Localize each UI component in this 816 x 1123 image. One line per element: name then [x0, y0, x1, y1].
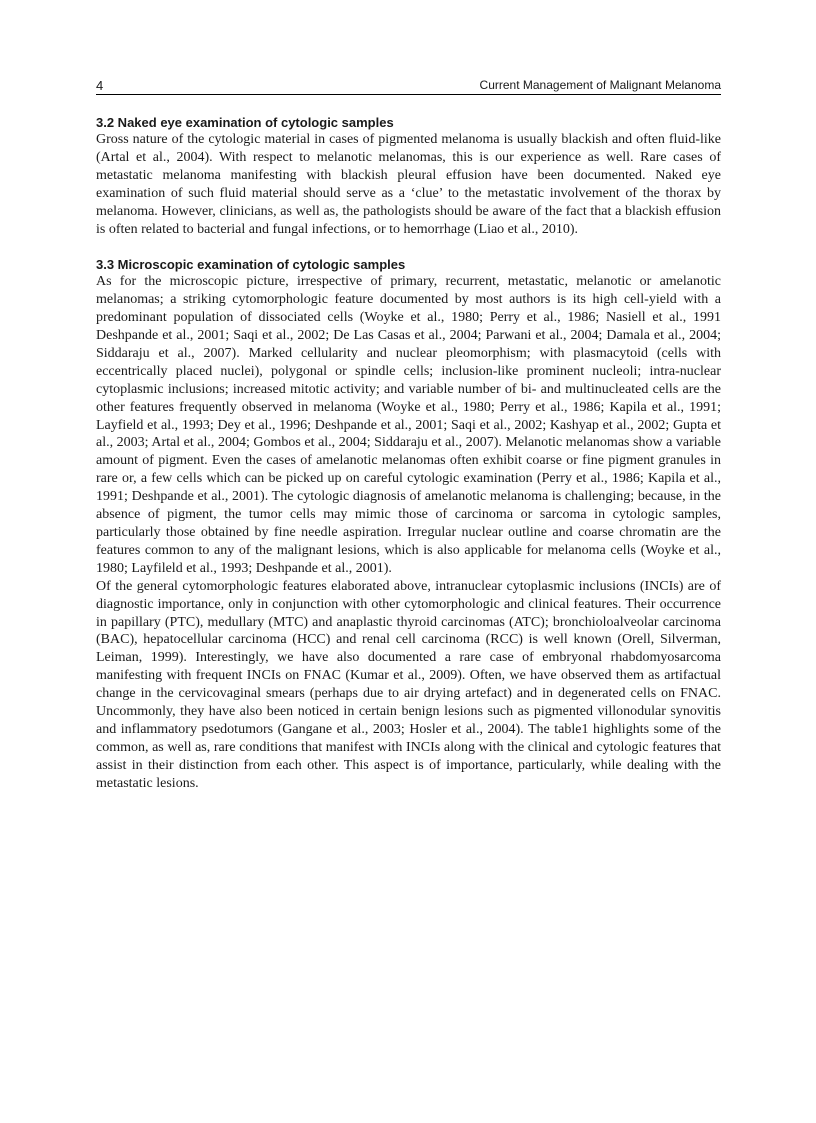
section-microscopic-examination [96, 256, 721, 792]
section-spacer [96, 238, 721, 256]
body-content [96, 114, 721, 793]
section-naked-eye-examination [96, 114, 721, 238]
paragraph: Gross nature of the cytologic material in cases of pigmented melanoma is usually blackish and often fluid-like (Artal et al., 2004). With respect to melanotic melanomas, this is our experience as well. Rare cases of metastatic melanoma manifesting with blackish pleural effusion have been documented. Naked eye examination of such fluid material should serve as a ‘clue’ to the metastatic involvement of the thorax by melanoma. However, clinicians, as well as, the pathologists should be aware of the fact that a blackish effusion is often related to bacterial and fungal infections, or to hemorrhage (Liao et al., 2010). [96, 132, 721, 237]
running-title: Current Management of Malignant Melanoma [479, 78, 721, 92]
paragraph: Of the general cytomorphologic features elaborated above, intranuclear cytoplasmic inclusions (INCIs) are of diagnostic importance, only in conjunction with other cytomorphologic and clinical features. Their occurrence in papillary (PTC), medullary (MTC) and anaplastic thyroid carcinomas (ATC); bronchioloalveolar carcinoma (BAC), hepatocellular carcinoma (HCC) and renal cell carcinoma (RCC) is well known (Orell, Silverman, Leiman, 1999). Interestingly, we have also documented a rare case of embryonal rhabdomyosarcoma manifesting with frequent INCIs on FNAC (Kumar et al., 2009). Often, we have observed them as artifactual change in the cervicovaginal smears (perhaps due to air drying artefact) and in degenerated cells on FNAC. Uncommonly, they have also been noticed in certain benign lesions such as pigmented villonodular synovitis and inflammatory psedotumors (Gangane et al., 2003; Hosler et al., 2004). The table1 highlights some of the common, as well as, rare conditions that manifest with INCIs along with the clinical and cytologic features that assist in their distinction from each other. This aspect is of importance, particularly, while dealing with the metastatic lesions. [96, 578, 721, 791]
page [96, 78, 721, 793]
section-heading: 3.3 Microscopic examination of cytologic samples [96, 257, 406, 273]
paragraph: As for the microscopic picture, irrespective of primary, recurrent, metastatic, melanotic or amelanotic melanomas; a striking cytomorphologic feature documented by most authors is its high cell-yield with a predominant population of dissociated cells (Woyke et al., 1980; Perry et al., 1986; Nasiell et al., 1991 Deshpande et al., 2001; Saqi et al., 2002; De Las Casas et al., 2004; Parwani et al., 2004; Damala et al., 2004; Siddaraju et al., 2007). Marked cellularity and nuclear pleomorphism; with plasmacytoid (cells with eccentrically placed nuclei), polygonal or spindle cells; inclusion-like prominent nucleoli; intra-nuclear cytoplasmic inclusions; increased mitotic activity; and variable number of bi- and multinucleated cells are the other features frequently observed in melanoma (Woyke et al., 1980; Perry et al., 1986; Kapila et al., 1991; Layfield et al., 1993; Dey et al., 1996; Deshpande et al., 2001; Saqi et al., 2002; Kashyap et al., 2002; Gupta et al., 2003; Artal et al., 2004; Gombos et al., 2004; Siddaraju et al., 2007). Melanotic melanomas show a variable amount of pigment. Even the cases of amelanotic melanomas often exhibit coarse or fine pigment granules in rare or, a few cells which can be picked up on careful cytologic examination (Perry et al., 1986; Kapila et al., 1991; Deshpande et al., 2001). The cytologic diagnosis of amelanotic melanoma is challenging; because, in the absence of pigment, the tumor cells may mimic those of carcinoma or sarcoma in cytologic samples, particularly those obtained by fine needle aspiration. Irregular nuclear outline and coarse chromatin are the features common to any of the malignant lesions, which is also applicable for melanoma cells (Woyke et al., 1980; Layfileld et al., 1993; Deshpande et al., 2001). [96, 274, 721, 576]
page-number: 4 [96, 78, 104, 93]
section-heading: 3.2 Naked eye examination of cytologic samples [96, 115, 394, 130]
running-header [96, 78, 721, 95]
